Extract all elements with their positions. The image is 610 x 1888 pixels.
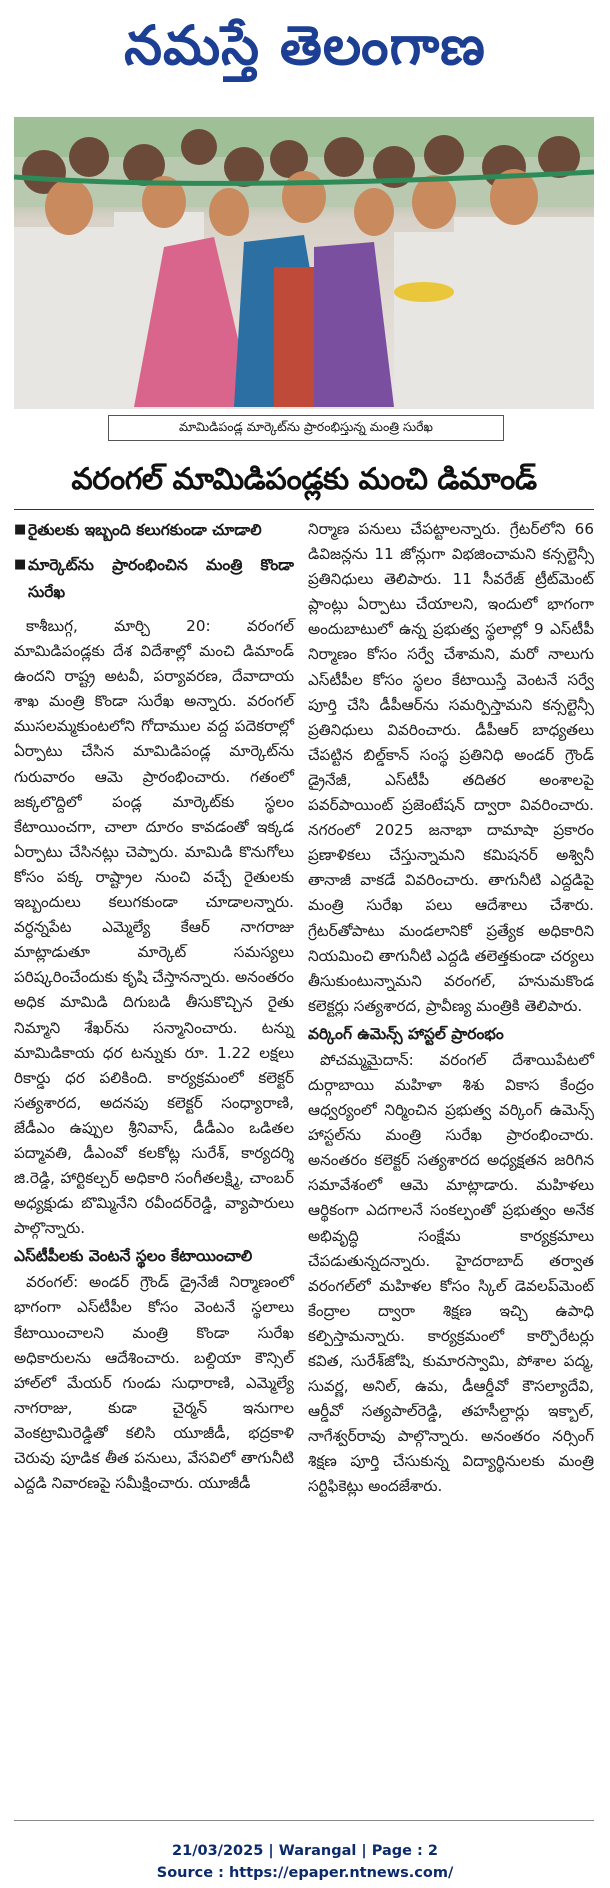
news-photo-illustration xyxy=(14,117,594,409)
highlight-bullet xyxy=(14,552,294,606)
article-subhead: వర్కింగ్ ఉమెన్స్ హాస్టల్ ప్రారంభం xyxy=(308,1024,504,1043)
square-bullet-icon: ■ xyxy=(14,557,27,572)
article-paragraph: పోచమ్మమైదాన్: వరంగల్ దేశాయిపేటలో దుర్గాబాయి మహిళా శిశు వికాస కేంద్రం ఆధ్వర్యంలో నిర్మించిన ప్రభుత్వ వర్కింగ్ ఉమెన్స్ హాస్టల్‌ను మంత్రి సురేఖ ప్రారంభించారు. అనంతరం కలెక్టర్ సత్యశారద అధ్యక్షతన జరిగిన సమావేశంలో ఆమె మాట్లాడారు. మహిళలు ఆర్థికంగా ఎదగాలనే సంకల్పంతో ప్రభుత్వం అనేక అభివృద్ధి సంక్షేమ కార్యక్రమాలు చేపడుతున్నదన్నారు. హైదరాబాద్ తర్వాత వరంగల్‌లో మహిళల కోసం స్కిల్ డెవలప్‌మెంట్ కేంద్రాల ద్వారా శిక్షణ ఇచ్చి ఉపాధి కల్పిస్తామన్నారు. కార్యక్రమంలో కార్పొరేటర్లు కవిత, సురేశ్‌జోషి, కుమారస్వామి, పోశాల పద్మ, సువర్ణ, అనిల్, ఉమ, డీఆర్డీవో కౌసల్యాదేవి, ఆర్డీవో సత్యపాల్‌రెడ్డి, తహసీల్దార్లు ఇక్బాల్, నాగేశ్వర్‌రావు పాల్గొన్నారు. అనంతరం నర్సింగ్ శిక్షణ పూర్తి చేసుకున్న విద్యార్థినులకు మంత్రి సర్టిఫికెట్లు అందజేశారు. xyxy=(308,1050,594,1496)
photo-caption xyxy=(108,415,504,441)
highlight-bullet-text: రైతులకు ఇబ్బంది కలుగకుండా చూడాలి xyxy=(28,521,262,539)
article-paragraph: కాశీబుగ్గ, మార్చి 20: వరంగల్ మామిడిపండ్లకు దేశ విదేశాల్లో మంచి డిమాండ్ ఉందని రాష్ట్ర అటవీ, పర్యావరణ, దేవాదాయ శాఖ మంత్రి కొండా సురేఖ అన్నారు. వరంగల్ ముసలమ్మకుంటలోని గోదాముల వద్ద పదెకరాల్లో ఏర్పాటు చేసిన మామిడిపండ్ల మార్కెట్‌ను గురువారం ఆమె ప్రారంభించారు. గతంలో జక్కలొద్దిలో పండ్ల మార్కెట్‌కు స్థలం కేటాయించగా, చాలా దూరం కావడంతో ఇక్కడ ఏర్పాటు చేసినట్లు చెప్పారు. మామిడి కొనుగోలు కోసం పక్క రాష్ట్రాల నుంచి వచ్చే రైతులకు ఇబ్బందులు కలుగకుండా చూడాలన్నారు. వర్ధన్నపేట ఎమ్మెల్యే కేఆర్ నాగరాజు మాట్లాడుతూ మార్కెట్ సమస్యలు పరిష్కరించేందుకు కృషి చేస్తానన్నారు. అనంతరం అధిక మామిడి దిగుబడి తీసుకొచ్చిన రైతు నిమ్మాని శేఖర్‌ను సన్మానించారు. టన్ను మామిడికాయ ధర టన్నుకు రూ. 1.22 లక్షలు రికార్డు ధర పలికింది. కార్యక్రమంలో కలెక్టర్ సత్యశారద, అదనపు కలెక్టర్ సంధ్యారాణి, జేడీఎం ఉప్పుల శ్రీనివాస్, డీడీఎం ఒడితల పద్మావతి, డీఎంవో కలకోట్ల సురేశ్, కార్యదర్శి జి.రెడ్డి, హార్టికల్చర్ అధికారి సంగీతలక్ష్మి, చాంబర్ అధ్యక్షుడు బొమ్మినేని రవీందర్‌రెడ్డి, వ్యాపారులు పాల్గొన్నారు. xyxy=(14,617,294,1238)
photo-caption-text: మామిడిపండ్ల మార్కెట్‌ను ప్రారంభిస్తున్న మంత్రి సురేఖ xyxy=(179,418,433,434)
footer-dateline: 21/03/2025 | Warangal | Page : 2 xyxy=(172,1843,438,1859)
article-column-left xyxy=(14,517,294,1496)
news-photo xyxy=(14,117,594,409)
article-headline: వరంగల్ మామిడిపండ్లకు మంచి డిమాండ్ xyxy=(71,462,537,497)
square-bullet-icon: ■ xyxy=(14,522,27,537)
masthead-logo-text: నమస్తే తెలంగాణ xyxy=(124,13,486,77)
highlight-bullet-text: మార్కెట్‌ను ప్రారంభించిన మంత్రి కొండా సురేఖ xyxy=(28,556,294,601)
masthead xyxy=(0,0,610,90)
article-column-right xyxy=(308,517,594,1500)
highlight-bullet xyxy=(14,517,294,544)
headline-divider xyxy=(14,509,594,510)
page-footer xyxy=(0,1840,610,1884)
footer-source-link[interactable]: Source : https://epaper.ntnews.com/ xyxy=(156,1865,454,1881)
footer-divider xyxy=(14,1820,594,1821)
article-subhead: ఎస్‌టీపీలకు వెంటనే స్థలం కేటాయించాలి xyxy=(14,1247,253,1266)
article-paragraph: వరంగల్: అండర్ గ్రౌండ్ డ్రైనేజీ నిర్మాణంలో భాగంగా ఎస్‌టీపీల కోసం వెంటనే స్థలాలు కేటాయించాలని మంత్రి కొండా సురేఖ అధికారులను ఆదేశించారు. బల్దియా కౌన్సిల్ హాల్‌లో మేయర్ గుండు సుధారాణి, ఎమ్మెల్యే నాగరాజు, కుడా చైర్మన్ ఇనుగాల వెంకట్రామిరెడ్డితో కలిసి యూజీడీ, భద్రకాళి చెరువు పూడిక తీత పనులు, వేసవిలో తాగునీటి ఎద్దడి నివారణపై సమీక్షించారు. యూజీడీ xyxy=(14,1273,294,1493)
article-paragraph: నిర్మాణ పనులు చేపట్టాలన్నారు. గ్రేటర్‌లోని 66 డివిజన్లను 11 జోన్లుగా విభజించామని కన్సల్టెన్సీ ప్రతినిధులు తెలిపారు. 11 సీవరేజ్ ట్రీట్‌మెంట్ ప్లాంట్లు ఏర్పాటు చేయాలని, ఇందులో భాగంగా అందుబాటులో ఉన్న ప్రభుత్వ స్థలాల్లో 9 ఎస్‌టీపీ నిర్మాణం కోసం సర్వే చేశామని, మరో నాలుగు ఎస్‌టీపీల కోసం స్థలం కేటాయిస్తే వెంటనే సర్వే పూర్తి చేసి డీపీఆర్‌ను సమర్పిస్తామని కన్సల్టెన్సీ ప్రతినిధులు వివరించారు. డీపీఆర్ బాధ్యతలు చేపట్టిన బిల్డ్‌కాన్ సంస్థ ప్రతినిధి అండర్ గ్రౌండ్ డ్రైనేజీ, ఎస్‌టీపీ తదితర అంశాలపై పవర్‌పాయింట్ ప్రజెంటేషన్ ద్వారా వివరించారు. నగరంలో 2025 జనాభా దామాషా ప్రకారం ప్రణాళికలు చేస్తున్నామని కమిషనర్ అశ్వినీ తానాజీ వాకడే వివరించారు. తాగునీటి ఎద్దడిపై మంత్రి సురేఖ పలు ఆదేశాలు చేశారు. గ్రేటర్‌తోపాటు మండలానికో ప్రత్యేక అధికారిని నియమించి తాగునీటి ఎద్దడి తలెత్తకుండా చర్యలు తీసుకుంటున్నామని వరంగల్, హనుమకొండ కలెక్టర్లు సత్యశారద, ప్రావీణ్య మంత్రికి తెలిపారు. xyxy=(308,520,594,1015)
